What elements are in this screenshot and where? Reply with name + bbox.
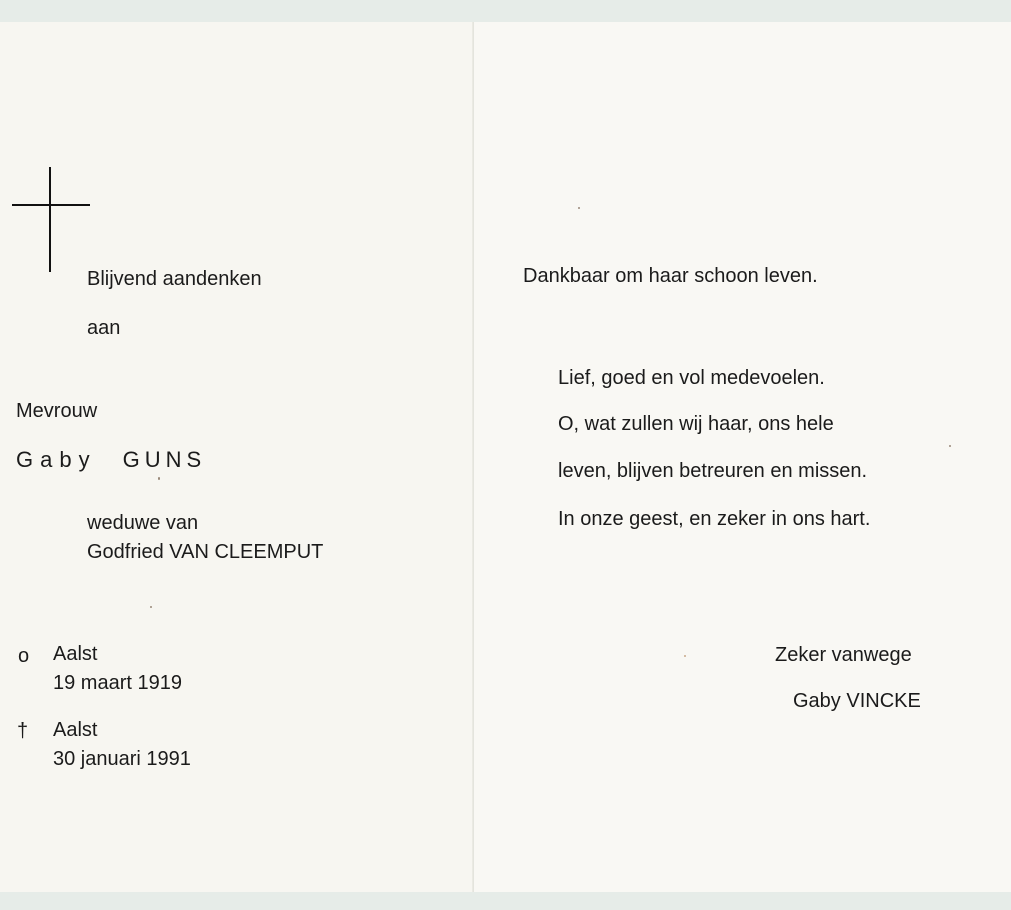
last-name: GUNS: [122, 447, 207, 472]
verse-line: In onze geest, en zeker in ons hart.: [558, 508, 871, 530]
remembrance-line: Blijvend aandenken: [87, 268, 262, 290]
honorific: Mevrouw: [16, 400, 98, 422]
deceased-name: [16, 448, 206, 473]
birth-date: 19 maart 1919: [53, 672, 182, 694]
latin-cross-icon: [12, 167, 90, 272]
verse-line: Lief, goed en vol medevoelen.: [558, 367, 825, 389]
signature-name: Gaby VINCKE: [793, 690, 921, 712]
birth-symbol: o: [18, 645, 30, 667]
death-date: 30 januari 1991: [53, 748, 191, 770]
gratitude-heading: Dankbaar om haar schoon leven.: [523, 265, 818, 287]
birth-place: Aalst: [53, 643, 98, 665]
death-place: Aalst: [53, 719, 98, 741]
verse-line: O, wat zullen wij haar, ons hele: [558, 413, 834, 435]
paper-speck: [949, 445, 951, 447]
paper-speck: [150, 606, 152, 608]
left-page: [0, 22, 474, 892]
first-name: Gaby: [16, 447, 97, 472]
relation-text: weduwe van: [87, 512, 199, 534]
death-symbol: †: [17, 720, 29, 742]
paper-speck: [684, 655, 686, 657]
right-page: [474, 22, 1011, 892]
paper-speck: [578, 207, 580, 209]
spouse-name: Godfried VAN CLEEMPUT: [87, 541, 324, 563]
remembrance-aan: aan: [87, 317, 121, 339]
closing-text: Zeker vanwege: [775, 644, 912, 666]
paper-speck: [158, 477, 160, 480]
verse-line: leven, blijven betreuren en missen.: [558, 460, 868, 482]
